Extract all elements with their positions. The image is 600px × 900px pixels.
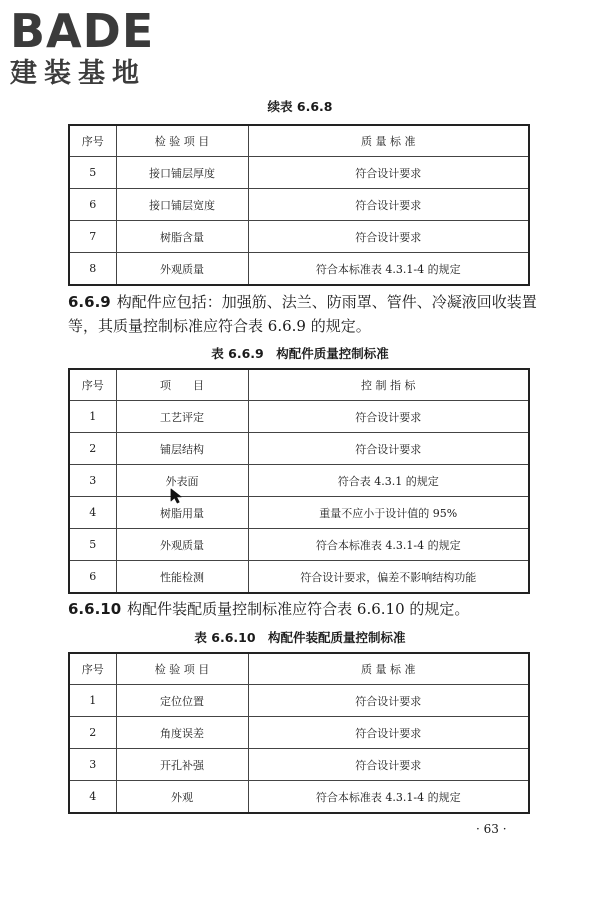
table-cell: 接口铺层宽度 [116, 189, 248, 221]
table-row [69, 401, 529, 433]
table-cell: 符合设计要求 [248, 749, 529, 781]
paragraph-6-6-9 [68, 290, 538, 338]
table-cell: 5 [69, 529, 116, 561]
table-cell: 4 [69, 781, 116, 814]
paragraph-text: 构配件应包括：加强筋、法兰、防雨罩、管件、冷凝液回收装置等，其质量控制标准应符合表 6.6.9 的规定。 [68, 293, 537, 335]
table-cell: 符合设计要求 [248, 157, 529, 189]
table-cell: 6 [69, 561, 116, 594]
section-number: 6.6.9 [68, 293, 111, 311]
table-row [69, 717, 529, 749]
table-cell: 符合设计要求 [248, 433, 529, 465]
table3-header-row [69, 653, 529, 685]
table-cell: 定位位置 [116, 685, 248, 717]
table-cell: 符合设计要求 [248, 401, 529, 433]
table-row [69, 497, 529, 529]
table-cell: 树脂含量 [116, 221, 248, 253]
table2 [68, 368, 530, 594]
table-row [69, 253, 529, 286]
table1 [68, 124, 530, 286]
table-cell: 3 [69, 749, 116, 781]
table-cell: 外表面 [116, 465, 248, 497]
table-row [69, 433, 529, 465]
table-cell: 7 [69, 221, 116, 253]
table-cell: 符合设计要求 [248, 189, 529, 221]
table-row [69, 685, 529, 717]
table-cell: 符合设计要求 [248, 221, 529, 253]
page-number: · 63 · [476, 822, 507, 836]
table-cell: 8 [69, 253, 116, 286]
table3-header-cell: 质 量 标 准 [248, 653, 529, 685]
table-row [69, 221, 529, 253]
table-row [69, 561, 529, 594]
table-cell: 符合本标准表 4.3.1-4 的规定 [248, 781, 529, 814]
table1-caption: 续表 6.6.8 [267, 99, 333, 114]
logo [10, 6, 154, 90]
table-cell: 1 [69, 401, 116, 433]
table-cell: 符合本标准表 4.3.1-4 的规定 [248, 529, 529, 561]
table-cell: 外观质量 [116, 529, 248, 561]
table1-header-cell: 检 验 项 目 [116, 125, 248, 157]
table-row [69, 465, 529, 497]
table-cell: 外观质量 [116, 253, 248, 286]
table-row [69, 189, 529, 221]
table2-header-cell: 控 制 指 标 [248, 369, 529, 401]
table-cell: 符合本标准表 4.3.1-4 的规定 [248, 253, 529, 286]
table1-header-row [69, 125, 529, 157]
table-cell: 工艺评定 [116, 401, 248, 433]
table-cell: 符合设计要求 [248, 717, 529, 749]
table2-caption: 表 6.6.9 构配件质量控制标准 [211, 346, 389, 361]
paragraph-text: 构配件装配质量控制标准应符合表 6.6.10 的规定。 [127, 600, 470, 618]
table-cell: 5 [69, 157, 116, 189]
table-cell: 6 [69, 189, 116, 221]
table-cell: 符合设计要求，偏差不影响结构功能 [248, 561, 529, 594]
table-cell: 树脂用量 [116, 497, 248, 529]
table2-header-cell: 项 目 [116, 369, 248, 401]
table3-caption: 表 6.6.10 构配件装配质量控制标准 [194, 630, 406, 645]
table-row [69, 749, 529, 781]
section-number: 6.6.10 [68, 600, 122, 618]
table-cell: 角度误差 [116, 717, 248, 749]
table-cell: 开孔补强 [116, 749, 248, 781]
table-row [69, 529, 529, 561]
table1-header-cell: 序号 [69, 125, 116, 157]
table-cell: 4 [69, 497, 116, 529]
table-cell: 重量不应小于设计值的 95% [248, 497, 529, 529]
table-cell: 符合设计要求 [248, 685, 529, 717]
table2-header-row [69, 369, 529, 401]
table-cell: 外观 [116, 781, 248, 814]
table-cell: 接口铺层厚度 [116, 157, 248, 189]
table2-header-cell: 序号 [69, 369, 116, 401]
paragraph-6-6-10 [68, 597, 538, 621]
logo-latin: BADE [10, 4, 155, 58]
table-cell: 铺层结构 [116, 433, 248, 465]
table-cell: 2 [69, 433, 116, 465]
table3-header-cell: 检 验 项 目 [116, 653, 248, 685]
table1-header-cell: 质 量 标 准 [248, 125, 529, 157]
table-cell: 性能检测 [116, 561, 248, 594]
table3 [68, 652, 530, 814]
logo-chinese: 建装基地 [10, 58, 146, 89]
table3-header-cell: 序号 [69, 653, 116, 685]
table-cell: 3 [69, 465, 116, 497]
table-cell: 1 [69, 685, 116, 717]
table-cell: 2 [69, 717, 116, 749]
mouse-pointer-icon [170, 488, 184, 508]
table-cell: 符合表 4.3.1 的规定 [248, 465, 529, 497]
table-row [69, 157, 529, 189]
table-row [69, 781, 529, 814]
